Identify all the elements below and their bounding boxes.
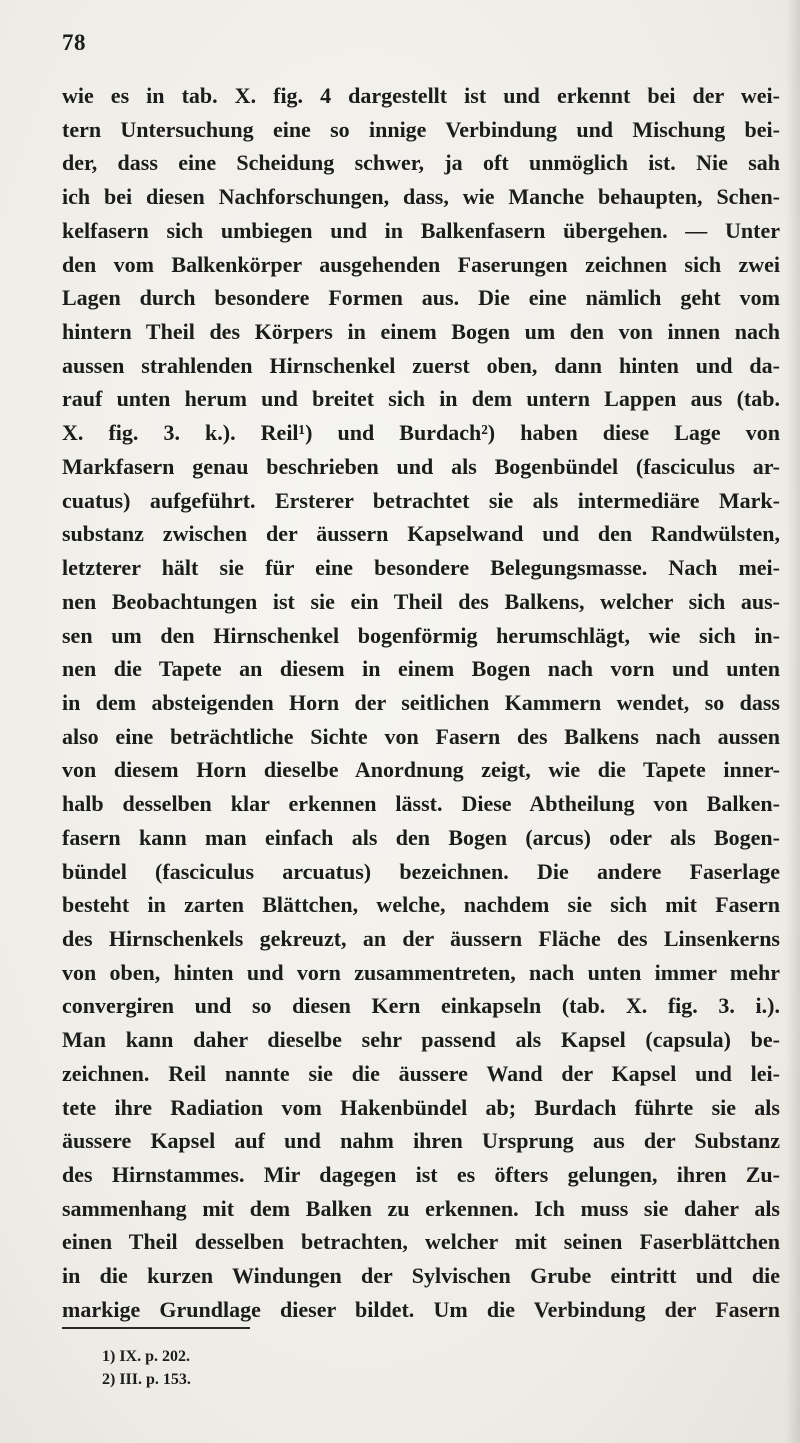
footnotes (102, 1345, 191, 1391)
text-line: sen um den Hirnschenkel bogenförmig herumschlägt, wie sich in- (62, 622, 780, 648)
text-line: hintern Theil des Körpers in einem Bogen um den von innen nach (62, 319, 780, 345)
footnote-rule (62, 1327, 250, 1329)
text-line: zeichnen. Reil nannte sie die äussere Wand der Kapsel und lei- (62, 1060, 780, 1086)
text-line: der, dass eine Scheidung schwer, ja oft unmöglich ist. Nie sah (62, 150, 780, 176)
page-number: 78 (62, 30, 86, 55)
body-text (62, 79, 780, 1327)
text-line: markige Grundlage dieser bildet. Um die Verbindung der Fasern (62, 1296, 780, 1322)
text-line: Man kann daher dieselbe sehr passend als Kapsel (capsula) be- (62, 1027, 780, 1053)
text-line: kelfasern sich umbiegen und in Balkenfasern übergehen. — Unter (62, 217, 780, 243)
text-line: ich bei diesen Nachforschungen, dass, wie Manche behaupten, Schen- (62, 184, 780, 210)
text-line: also eine beträchtliche Sichte von Fasern des Balkens nach aussen (62, 723, 780, 749)
text-line: tete ihre Radiation vom Hakenbündel ab; Burdach führte sie als (62, 1094, 780, 1120)
text-line: des Hirnstammes. Mir dagegen ist es öfters gelungen, ihren Zu- (62, 1162, 780, 1187)
footnote: 2) III. p. 153. (102, 1371, 191, 1388)
text-line: von oben, hinten und vorn zusammentreten, nach unten immer mehr (62, 959, 780, 985)
text-line: von diesem Horn dieselbe Anordnung zeigt, wie die Tapete inner- (62, 757, 780, 783)
footnote: 1) IX. p. 202. (102, 1348, 191, 1365)
text-line: einen Theil desselben betrachten, welcher mit seinen Faserblättchen (62, 1229, 780, 1255)
text-line: besteht in zarten Blättchen, welche, nachdem sie sich mit Fasern (62, 892, 780, 918)
text-line: Lagen durch besondere Formen aus. Die eine nämlich geht vom (62, 285, 780, 311)
text-line: X. fig. 3. k.). Reil¹) und Burdach²) haben diese Lage von (62, 420, 780, 446)
text-line: den vom Balkenkörper ausgehenden Faserungen zeichnen sich zwei (62, 251, 780, 277)
text-line: des Hirnschenkels gekreuzt, an der äussern Fläche des Linsenkerns (62, 925, 780, 951)
text-line: bündel (fasciculus arcuatus) bezeichnen. Die andere Faserlage (62, 858, 780, 884)
text-line: letzterer hält sie für eine besondere Belegungsmasse. Nach mei- (62, 555, 780, 581)
text-line: sammenhang mit dem Balken zu erkennen. Ich muss sie daher als (62, 1195, 780, 1221)
text-line: nen Beobachtungen ist sie ein Theil des Balkens, welcher sich aus- (62, 588, 780, 614)
text-line: rauf unten herum und breitet sich in dem untern Lappen aus (tab. (62, 386, 780, 412)
text-line: äussere Kapsel auf und nahm ihren Ursprung aus der Substanz (62, 1128, 780, 1154)
text-line: aussen strahlenden Hirnschenkel zuerst oben, dann hinten und da- (62, 352, 780, 378)
text-line: in dem absteigenden Horn der seitlichen Kammern wendet, so dass (62, 689, 780, 715)
text-line: cuatus) aufgeführt. Ersterer betrachtet sie als intermediäre Mark- (62, 487, 780, 513)
page-edge-shadow (786, 0, 800, 1443)
text-line: convergiren und so diesen Kern einkapseln (tab. X. fig. 3. i.). (62, 993, 780, 1019)
text-line: wie es in tab. X. fig. 4 dargestellt ist und erkennt bei der wei- (62, 83, 780, 108)
text-line: halb desselben klar erkennen lässt. Diese Abtheilung von Balken- (62, 791, 780, 817)
text-line: substanz zwischen der äussern Kapselwand und den Randwülsten, (62, 521, 780, 547)
text-line: fasern kann man einfach als den Bogen (arcus) oder als Bogen- (62, 824, 780, 850)
text-line: tern Untersuchung eine so innige Verbindung und Mischung bei- (62, 116, 780, 142)
text-line: nen die Tapete an diesem in einem Bogen nach vorn und unten (62, 656, 780, 682)
text-line: in die kurzen Windungen der Sylvischen Grube eintritt und die (62, 1263, 780, 1289)
text-line: Markfasern genau beschrieben und als Bogenbündel (fasciculus ar- (62, 453, 780, 479)
